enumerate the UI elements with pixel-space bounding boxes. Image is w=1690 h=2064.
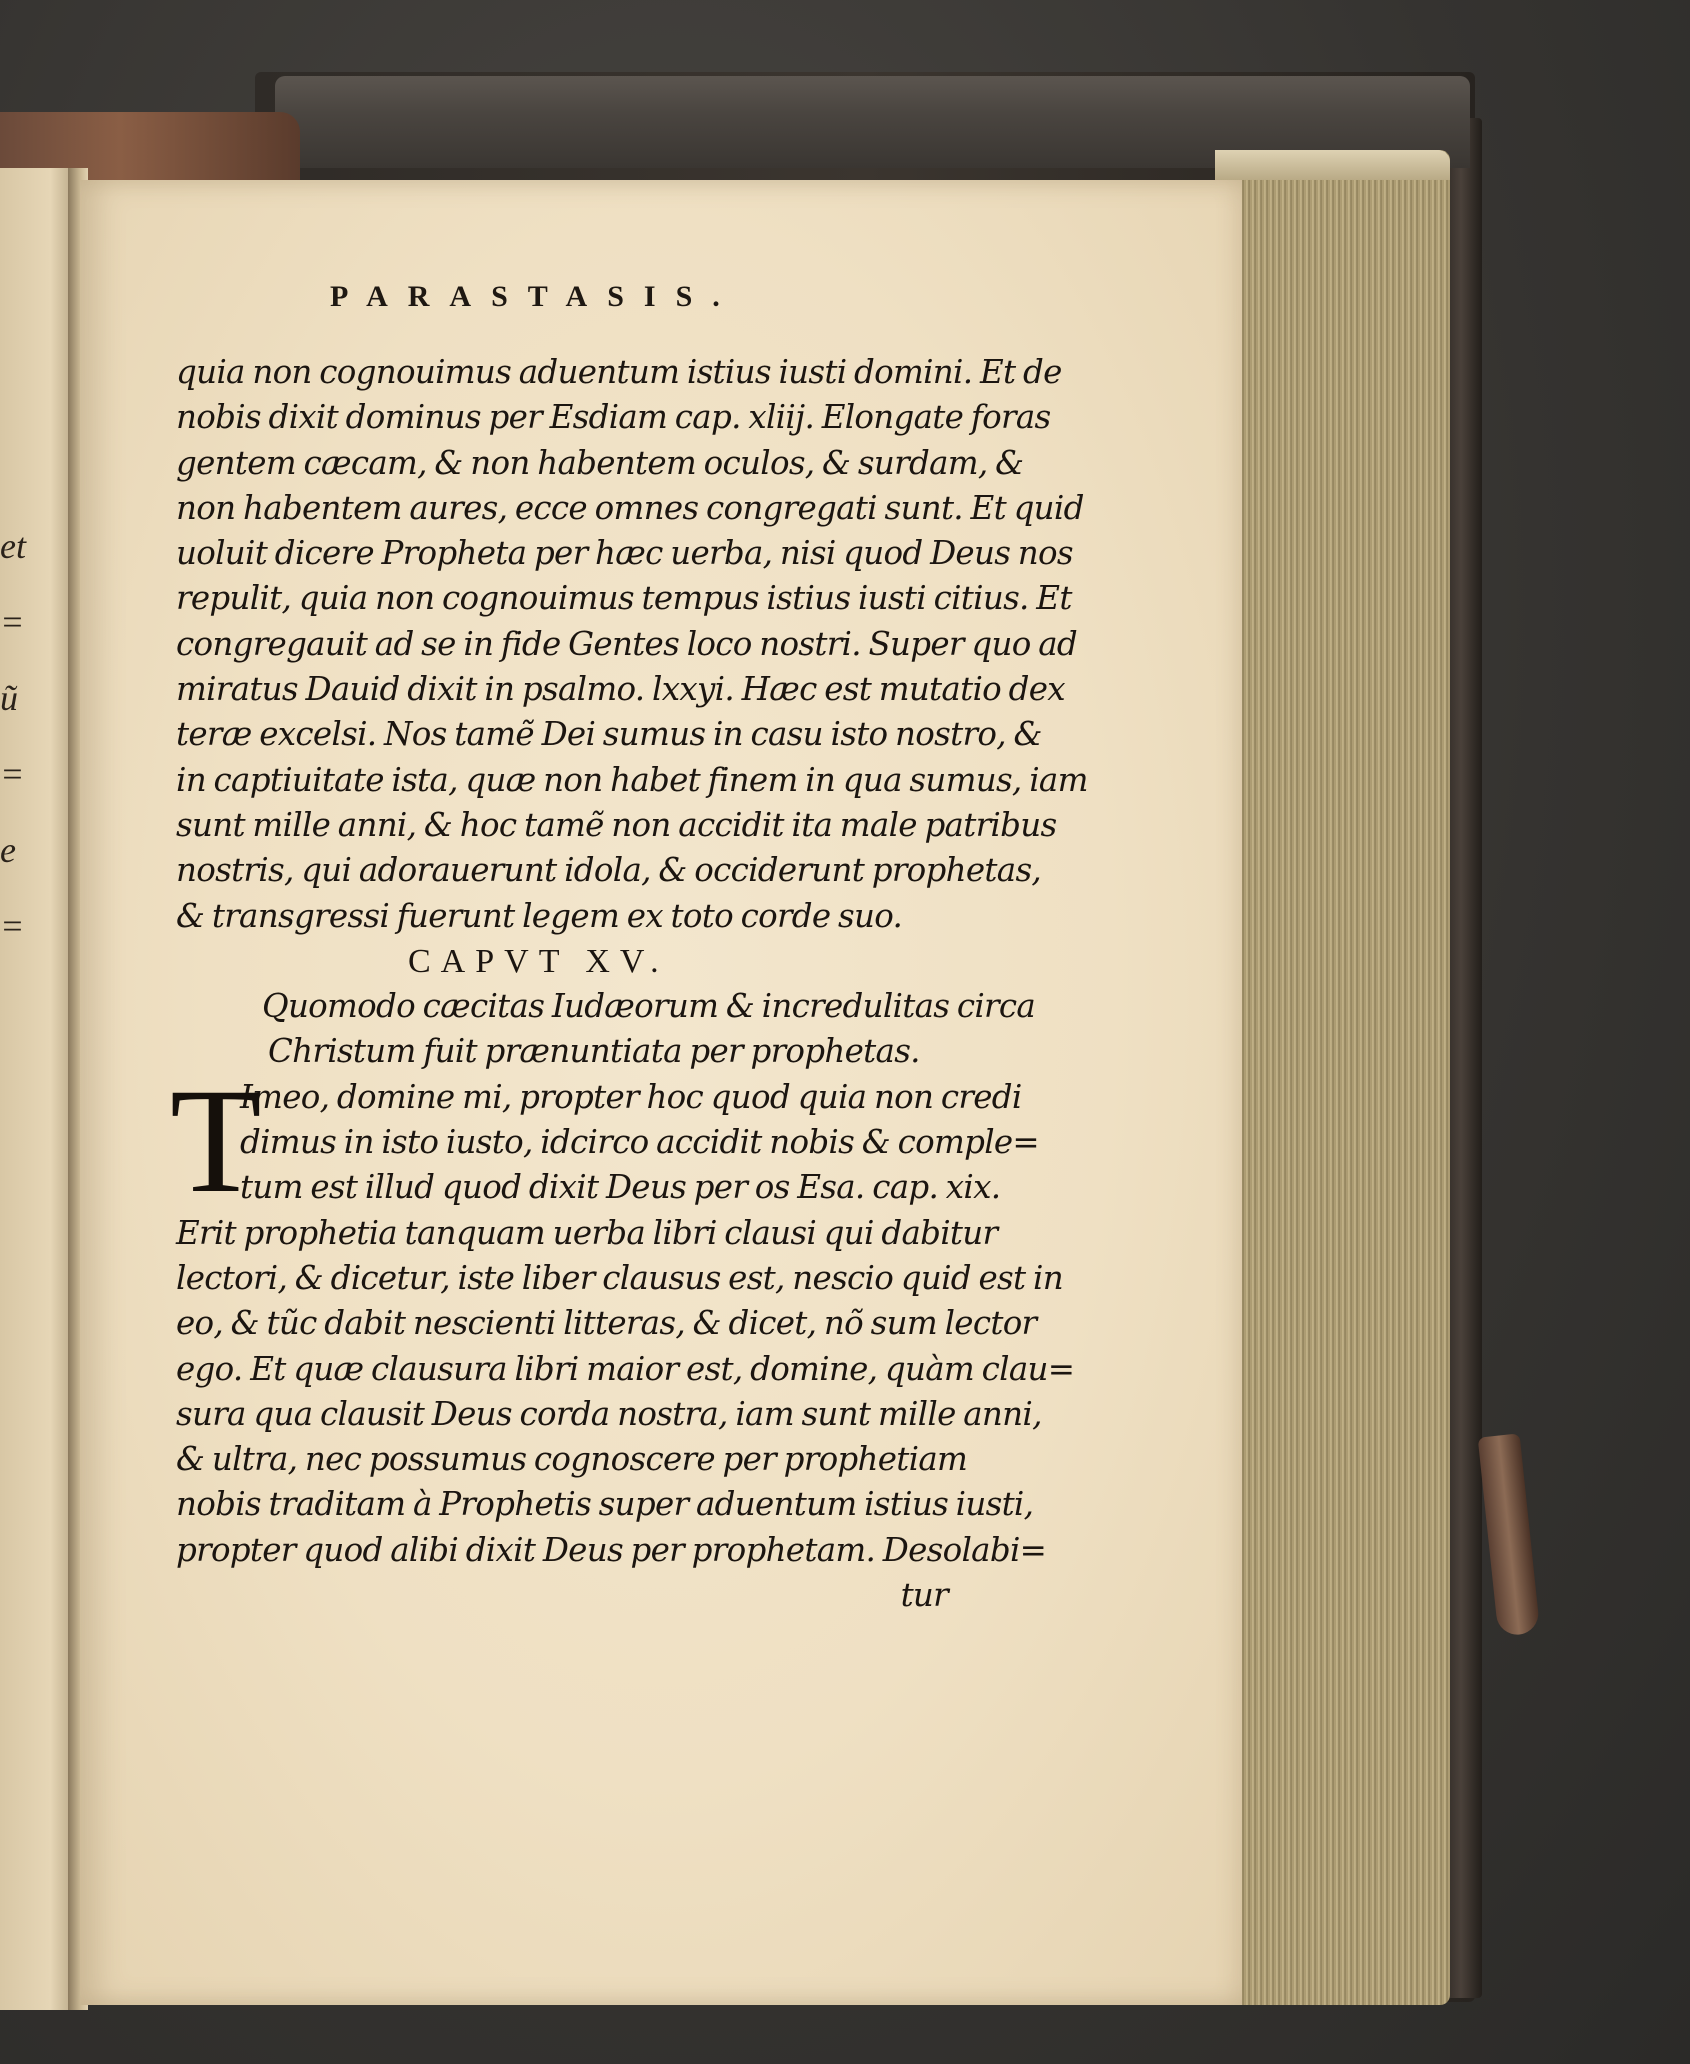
text-line: & transgressi fuerunt legem ex toto corde suo. — [176, 896, 903, 935]
text-line: uoluit dicere Propheta per hæc uerba, nisi quod Deus nos — [176, 534, 1073, 573]
text-line: quia non cognouimus aduentum istius iusti domini. Et de — [176, 353, 1062, 391]
chapter-summary-line: Christum fuit prænuntiata per prophetas. — [268, 1032, 920, 1071]
text-line: repulit, quia non cognouimus tempus istius iusti citius. Et — [176, 579, 1072, 618]
text-line: Erit prophetia tanquam uerba libri clausi qui dabitur — [176, 1213, 998, 1252]
text-line: in captiuitate ista, quæ non habet finem in qua sumus, iam — [176, 760, 1088, 799]
text-line: tum est illud quod dixit Deus per os Esa. cap. xix. — [240, 1168, 1001, 1207]
chapter-paragraph — [170, 1057, 1075, 1619]
page-edges-top — [1215, 150, 1450, 180]
running-head: PARASTASIS. — [330, 280, 740, 313]
text-line: miratus Dauid dixit in psalmo. lxxyi. Hæc est mutatio dex — [176, 670, 1065, 709]
margin-fragment: et — [0, 526, 26, 566]
text-line: nobis traditam à Prophetis super aduentum istius iusti, — [176, 1485, 1034, 1524]
left-page-edge — [0, 168, 72, 2010]
text-line: eo, & tũc dabit nescienti litteras, & dicet, nõ sum lector — [176, 1304, 1037, 1343]
text-line: nostris, qui adorauerunt idola, & occiderunt prophetas, — [176, 851, 1042, 890]
chapter-heading: CAPVT XV. — [408, 942, 669, 980]
text-line: & ultra, nec possumus cognoscere per prophetiam — [176, 1440, 968, 1479]
margin-fragment: e — [0, 830, 16, 870]
margin-fragment: = — [0, 602, 25, 642]
text-line: ego. Et quæ clausura libri maior est, domine, quàm clau= — [176, 1349, 1075, 1388]
text-line: Imeo, domine mi, propter hoc quod quia non credi — [240, 1077, 1022, 1116]
text-line: sura qua clausit Deus corda nostra, iam sunt mille anni, — [176, 1394, 1042, 1433]
text-line: gentem cæcam, & non habentem oculos, & surdam, & — [176, 443, 1024, 482]
left-page-margin-text — [0, 508, 30, 1608]
margin-fragment: ũ — [0, 678, 18, 718]
catchword: tur — [900, 1576, 948, 1615]
text-line: teræ excelsi. Nos tamẽ Dei sumus in casu isto nostro, & — [176, 715, 1042, 754]
page-edges-stack — [1215, 150, 1450, 2005]
text-line: nobis dixit dominus per Esdiam cap. xliij. Elongate foras — [176, 398, 1051, 437]
drop-cap-initial: T — [170, 1057, 261, 1224]
chapter-summary-line: Quomodo cæcitas Iudæorum & incredulitas circa — [262, 987, 1036, 1026]
page-body-text — [170, 350, 1088, 1618]
text-line: non habentem aures, ecce omnes congregati sunt. Et quid — [176, 488, 1084, 527]
margin-fragment: = — [0, 754, 25, 794]
text-line: dimus in isto iusto, idcirco accidit nobis & comple= — [240, 1123, 1039, 1162]
text-line: sunt mille anni, & hoc tamẽ non accidit ita male patribus — [176, 805, 1057, 844]
text-line: propter quod alibi dixit Deus per prophetam. Desolabi= — [176, 1530, 1047, 1569]
text-line: congregauit ad se in fide Gentes loco nostri. Super quo ad — [176, 624, 1078, 663]
text-line: lectori, & dicetur, iste liber clausus est, nescio quid est in — [176, 1258, 1063, 1297]
margin-fragment: = — [0, 906, 25, 946]
